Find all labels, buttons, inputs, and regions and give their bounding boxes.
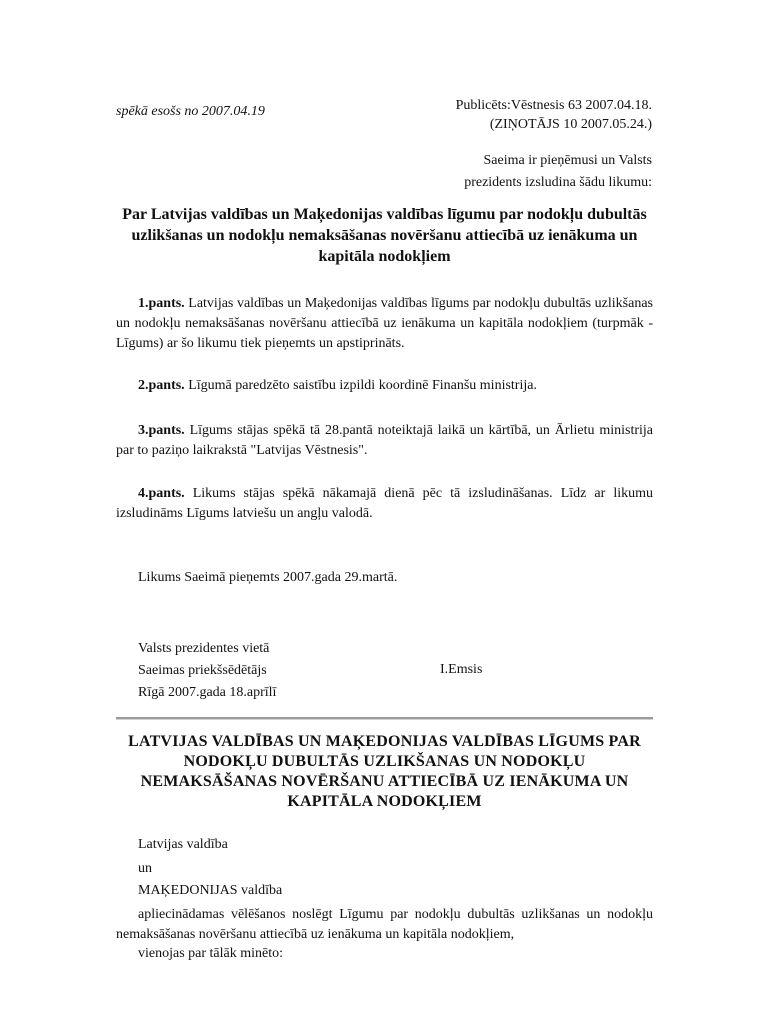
section-divider [116, 717, 653, 720]
law-title: Par Latvijas valdības un Maķedonijas valdības līgumu par nodokļu dubultās uzlikšanas un nodokļu nemaksāšanas novēršanu attiecībā uz ienākuma un kapitāla nodokļiem [122, 206, 647, 265]
party-conjunction: un [138, 861, 152, 876]
agreement-clause: vienojas par tālāk minēto: [138, 946, 284, 961]
signature-place-date: Rīgā 2007.gada 18.aprīlī [138, 685, 277, 700]
signature-role-1: Valsts prezidentes vietā [138, 641, 270, 656]
article-1 [116, 294, 653, 354]
article-2-label: 2.pants. [138, 378, 185, 393]
signature-role-2: Saeimas priekšsēdētājs [138, 663, 267, 678]
article-2 [116, 376, 653, 396]
recital: apliecinādamas vēlēšanos noslēgt Līgumu par nodokļu dubultās uzlikšanas un nodokļu nemaksāšanas novēršanu attiecībā uz ienākuma un kapitāla nodokļiem, [116, 907, 653, 942]
agreement-title: LATVIJAS VALDĪBAS UN MAĶEDONIJAS VALDĪBAS LĪGUMS PAR NODOKĻU DUBULTĀS UZLIKŠANAS UN NODOKĻU NEMAKSĀŠANAS NOVĒRŠANU ATTIECĪBĀ UZ IENĀKUMA UN KAPITĀLA NODOKĻIEM [128, 733, 641, 810]
publication-line-2: (ZIŅOTĀJS 10 2007.05.24.) [489, 117, 652, 132]
article-3-text: Līgums stājas spēkā tā 28.pantā noteiktajā laikā un kārtībā, un Ārlietu ministrija par to paziņo laikrakstā "Latvijas Vēstnesis". [116, 423, 653, 458]
signature-block [138, 638, 438, 704]
article-3-label: 3.pants. [138, 423, 185, 438]
publication-info [380, 96, 652, 134]
signatory-name: I.Emsis [440, 662, 483, 677]
party-1: Latvijas valdība [138, 837, 228, 852]
party-2: MAĶEDONIJAS valdība [138, 883, 283, 898]
preamble-line-2: prezidents izsludina šādu likumu: [464, 175, 652, 190]
article-1-text: Latvijas valdības un Maķedonijas valdības līgums par nodokļu dubultās uzlikšanas un nodokļu nemaksāšanas novēršanu attiecībā uz ienākuma un kapitāla nodokļiem (turpmāk - Līgums) ar šo likumu tiek pieņemts un apstiprināts. [116, 296, 653, 351]
preamble [380, 150, 652, 194]
article-4 [116, 484, 653, 524]
article-4-text: Likums stājas spēkā nākamajā dienā pēc tā izsludināšanas. Līdz ar likumu izsludināms Līgums latviešu un angļu valodā. [116, 486, 653, 521]
article-4-label: 4.pants. [138, 486, 185, 501]
preamble-line-1: Saeima ir pieņēmusi un Valsts [483, 153, 652, 168]
effective-date: spēkā esošs no 2007.04.19 [116, 104, 265, 119]
article-3 [116, 421, 653, 461]
adoption-note: Likums Saeimā pieņemts 2007.gada 29.martā. [138, 570, 398, 585]
article-1-label: 1.pants. [138, 296, 185, 311]
article-2-text: Līgumā paredzēto saistību izpildi koordinē Finanšu ministrija. [184, 378, 537, 393]
publication-line-1: Publicēts:Vēstnesis 63 2007.04.18. [455, 98, 652, 113]
